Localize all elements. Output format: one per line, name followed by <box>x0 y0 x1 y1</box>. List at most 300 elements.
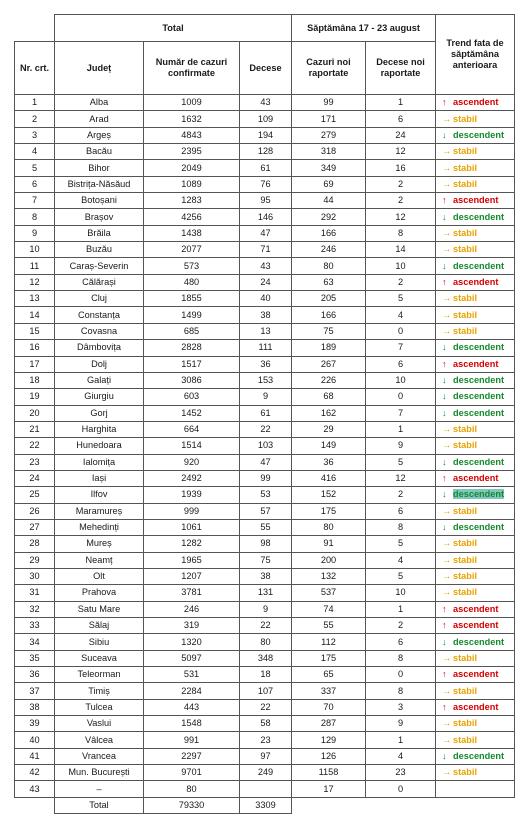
arrow-down-icon: ↓ <box>442 391 447 402</box>
cell-cases: 1548 <box>144 716 240 732</box>
total-deaths: 3309 <box>240 797 292 813</box>
cell-new-cases: 126 <box>292 748 366 764</box>
cell-new-cases: 205 <box>292 291 366 307</box>
cell-trend <box>436 699 515 715</box>
cell-cases: 573 <box>144 258 240 274</box>
trend-label: descendent <box>453 407 505 418</box>
cell-new-cases: 80 <box>292 258 366 274</box>
trend-label: descendent <box>453 456 505 467</box>
cell-nr: 34 <box>15 634 55 650</box>
cell-new-deaths: 24 <box>366 127 436 143</box>
cell-deaths: 107 <box>240 683 292 699</box>
cell-deaths: 249 <box>240 765 292 781</box>
cell-new-cases: 287 <box>292 716 366 732</box>
cell-cases: 1061 <box>144 519 240 535</box>
cell-deaths: 128 <box>240 144 292 160</box>
cell-new-deaths: 8 <box>366 519 436 535</box>
cell-new-deaths: 2 <box>366 193 436 209</box>
cell-judet: Timiș <box>55 683 144 699</box>
cell-cases: 664 <box>144 421 240 437</box>
cell-nr: 40 <box>15 732 55 748</box>
cell-nr: 30 <box>15 568 55 584</box>
cell-cases: 2395 <box>144 144 240 160</box>
cell-new-deaths: 23 <box>366 765 436 781</box>
cell-cases: 2077 <box>144 242 240 258</box>
table-row <box>15 732 515 748</box>
cell-deaths: 18 <box>240 667 292 683</box>
cell-nr: 16 <box>15 340 55 356</box>
cell-trend <box>436 111 515 127</box>
cell-judet: Harghita <box>55 421 144 437</box>
cell-judet: Brăila <box>55 225 144 241</box>
cell-trend <box>436 683 515 699</box>
cell-cases: 4843 <box>144 127 240 143</box>
cell-judet: Ialomița <box>55 454 144 470</box>
table-row <box>15 405 515 421</box>
col-header-trend: Trend fata de săptămâna anterioara <box>436 15 515 95</box>
cell-trend <box>436 340 515 356</box>
arrow-up-icon: ↑ <box>442 276 447 287</box>
trend-label: descendent <box>453 391 505 402</box>
cell-new-deaths: 6 <box>366 634 436 650</box>
cell-deaths: 109 <box>240 111 292 127</box>
col-header-judet: Județ <box>55 42 144 95</box>
arrow-down-icon: ↓ <box>442 456 447 467</box>
cell-nr: 1 <box>15 95 55 111</box>
cell-new-deaths: 5 <box>366 536 436 552</box>
table-row <box>15 274 515 290</box>
table-row <box>15 699 515 715</box>
cell-new-cases: 65 <box>292 667 366 683</box>
cell-nr: 10 <box>15 242 55 258</box>
cell-new-cases: 132 <box>292 568 366 584</box>
cell-cases: 1282 <box>144 536 240 552</box>
cell-judet: Bistrița-Năsăud <box>55 176 144 192</box>
cell-deaths <box>240 781 292 797</box>
cell-judet: Sibiu <box>55 634 144 650</box>
cell-cases: 3086 <box>144 372 240 388</box>
col-header-new-deaths: Decese noi raportate <box>366 42 436 95</box>
cell-nr: 14 <box>15 307 55 323</box>
cell-nr: 5 <box>15 160 55 176</box>
cell-nr: 23 <box>15 454 55 470</box>
trend-label: stabil <box>453 571 477 582</box>
cell-trend <box>436 585 515 601</box>
cell-new-cases: 99 <box>292 95 366 111</box>
table-row <box>15 193 515 209</box>
table-row <box>15 438 515 454</box>
table-row <box>15 95 515 111</box>
cell-deaths: 36 <box>240 356 292 372</box>
cell-nr: 38 <box>15 699 55 715</box>
cell-judet: Constanța <box>55 307 144 323</box>
cell-trend <box>436 421 515 437</box>
empty-cell <box>366 797 436 813</box>
table-row <box>15 307 515 323</box>
cell-new-cases: 152 <box>292 487 366 503</box>
cell-judet: Tulcea <box>55 699 144 715</box>
cell-new-cases: 70 <box>292 699 366 715</box>
cell-new-deaths: 2 <box>366 274 436 290</box>
cell-cases: 3781 <box>144 585 240 601</box>
cell-trend <box>436 242 515 258</box>
arrow-right-icon: → <box>442 505 452 516</box>
arrow-up-icon: ↑ <box>442 620 447 631</box>
cell-new-cases: 279 <box>292 127 366 143</box>
cell-nr: 29 <box>15 552 55 568</box>
cell-cases: 1632 <box>144 111 240 127</box>
cell-new-cases: 166 <box>292 225 366 241</box>
arrow-up-icon: ↑ <box>442 97 447 108</box>
arrow-down-icon: ↓ <box>442 342 447 353</box>
cell-nr: 24 <box>15 470 55 486</box>
trend-label: stabil <box>453 146 477 157</box>
cell-cases: 5097 <box>144 650 240 666</box>
cell-new-cases: 68 <box>292 389 366 405</box>
table-row <box>15 536 515 552</box>
cell-new-cases: 44 <box>292 193 366 209</box>
cell-nr: 8 <box>15 209 55 225</box>
cell-deaths: 153 <box>240 372 292 388</box>
cell-deaths: 43 <box>240 258 292 274</box>
cell-new-deaths: 6 <box>366 356 436 372</box>
table-row <box>15 667 515 683</box>
cell-trend <box>436 176 515 192</box>
table-row <box>15 650 515 666</box>
table-row <box>15 748 515 764</box>
cell-deaths: 76 <box>240 176 292 192</box>
cell-deaths: 22 <box>240 421 292 437</box>
cell-cases: 4256 <box>144 209 240 225</box>
cell-new-deaths: 9 <box>366 438 436 454</box>
col-header-nr: Nr. crt. <box>15 42 55 95</box>
cell-nr: 3 <box>15 127 55 143</box>
trend-label: stabil <box>453 718 477 729</box>
cell-new-deaths: 10 <box>366 585 436 601</box>
table-row <box>15 618 515 634</box>
cell-nr: 26 <box>15 503 55 519</box>
cell-deaths: 47 <box>240 454 292 470</box>
table-row <box>15 340 515 356</box>
table-row <box>15 209 515 225</box>
cell-trend <box>436 503 515 519</box>
cell-new-deaths: 5 <box>366 291 436 307</box>
arrow-right-icon: → <box>442 652 452 663</box>
cell-nr: 7 <box>15 193 55 209</box>
col-header-deaths: Decese <box>240 42 292 95</box>
trend-label: ascendent <box>453 358 499 369</box>
cell-trend <box>436 618 515 634</box>
cell-new-deaths: 4 <box>366 748 436 764</box>
cell-nr: 31 <box>15 585 55 601</box>
trend-label: stabil <box>453 767 477 778</box>
cell-nr: 39 <box>15 716 55 732</box>
cell-judet: Brașov <box>55 209 144 225</box>
arrow-right-icon: → <box>442 424 452 435</box>
cell-trend <box>436 193 515 209</box>
table-row <box>15 634 515 650</box>
cell-deaths: 43 <box>240 95 292 111</box>
table-row <box>15 389 515 405</box>
trend-label: ascendent <box>453 701 499 712</box>
cell-new-deaths: 2 <box>366 176 436 192</box>
trend-label: descendent <box>453 750 505 761</box>
cell-nr: 28 <box>15 536 55 552</box>
arrow-down-icon: ↓ <box>442 260 447 271</box>
table-row <box>15 372 515 388</box>
cell-nr: 43 <box>15 781 55 797</box>
cell-nr: 4 <box>15 144 55 160</box>
cell-cases: 531 <box>144 667 240 683</box>
cell-new-deaths: 10 <box>366 258 436 274</box>
cell-nr: 37 <box>15 683 55 699</box>
cell-cases: 685 <box>144 323 240 339</box>
cell-cases: 2297 <box>144 748 240 764</box>
cell-trend <box>436 781 515 797</box>
cell-trend <box>436 716 515 732</box>
arrow-right-icon: → <box>442 587 452 598</box>
cell-new-deaths: 4 <box>366 307 436 323</box>
cell-judet: Caraș-Severin <box>55 258 144 274</box>
cell-nr: 33 <box>15 618 55 634</box>
cell-trend <box>436 487 515 503</box>
cell-nr: 13 <box>15 291 55 307</box>
arrow-up-icon: ↑ <box>442 358 447 369</box>
arrow-down-icon: ↓ <box>442 375 447 386</box>
cell-deaths: 75 <box>240 552 292 568</box>
trend-label: descendent <box>453 636 505 647</box>
cell-new-deaths: 0 <box>366 667 436 683</box>
arrow-right-icon: → <box>442 571 452 582</box>
cell-trend <box>436 258 515 274</box>
arrow-right-icon: → <box>442 227 452 238</box>
cell-new-deaths: 6 <box>366 111 436 127</box>
cell-cases: 2828 <box>144 340 240 356</box>
cell-cases: 319 <box>144 618 240 634</box>
cell-new-deaths: 0 <box>366 323 436 339</box>
cell-trend <box>436 389 515 405</box>
cell-judet: Galați <box>55 372 144 388</box>
table-row <box>15 470 515 486</box>
cell-new-deaths: 2 <box>366 487 436 503</box>
cell-deaths: 348 <box>240 650 292 666</box>
cell-new-deaths: 7 <box>366 405 436 421</box>
cell-new-cases: 36 <box>292 454 366 470</box>
cell-nr: 20 <box>15 405 55 421</box>
cell-new-cases: 537 <box>292 585 366 601</box>
cell-deaths: 22 <box>240 699 292 715</box>
trend-label: stabil <box>453 587 477 598</box>
cell-new-cases: 175 <box>292 503 366 519</box>
cell-trend <box>436 650 515 666</box>
cell-cases: 1283 <box>144 193 240 209</box>
cell-new-deaths: 5 <box>366 568 436 584</box>
table-row <box>15 127 515 143</box>
cell-judet: Argeș <box>55 127 144 143</box>
cell-trend <box>436 536 515 552</box>
trend-label: stabil <box>453 244 477 255</box>
arrow-right-icon: → <box>442 309 452 320</box>
cell-nr: 27 <box>15 519 55 535</box>
cell-trend <box>436 601 515 617</box>
cell-cases: 1517 <box>144 356 240 372</box>
cell-trend <box>436 568 515 584</box>
cell-new-cases: 1158 <box>292 765 366 781</box>
arrow-down-icon: ↓ <box>442 522 447 533</box>
cell-nr: 15 <box>15 323 55 339</box>
cell-cases: 1855 <box>144 291 240 307</box>
cell-new-cases: 337 <box>292 683 366 699</box>
cell-new-deaths: 0 <box>366 781 436 797</box>
cell-judet: Mun. București <box>55 765 144 781</box>
trend-label: ascendent <box>453 276 499 287</box>
empty-cell <box>292 797 366 813</box>
cell-new-deaths: 10 <box>366 372 436 388</box>
cell-judet: Olt <box>55 568 144 584</box>
table-row <box>15 258 515 274</box>
arrow-right-icon: → <box>442 538 452 549</box>
cell-cases: 1207 <box>144 568 240 584</box>
cell-new-cases: 171 <box>292 111 366 127</box>
cell-trend <box>436 95 515 111</box>
cell-judet: Mehedinți <box>55 519 144 535</box>
cell-judet: Hunedoara <box>55 438 144 454</box>
cell-new-cases: 246 <box>292 242 366 258</box>
arrow-up-icon: ↑ <box>442 603 447 614</box>
cell-trend <box>436 748 515 764</box>
cell-cases: 1965 <box>144 552 240 568</box>
cell-nr: 21 <box>15 421 55 437</box>
trend-label: ascendent <box>453 97 499 108</box>
cell-trend <box>436 438 515 454</box>
arrow-down-icon: ↓ <box>442 489 447 500</box>
cell-deaths: 58 <box>240 716 292 732</box>
cell-new-deaths: 12 <box>366 144 436 160</box>
cell-judet: Prahova <box>55 585 144 601</box>
cell-deaths: 57 <box>240 503 292 519</box>
cell-new-cases: 55 <box>292 618 366 634</box>
arrow-right-icon: → <box>442 718 452 729</box>
cell-deaths: 131 <box>240 585 292 601</box>
cell-nr: 9 <box>15 225 55 241</box>
cell-new-deaths: 8 <box>366 225 436 241</box>
cell-trend <box>436 307 515 323</box>
cell-deaths: 97 <box>240 748 292 764</box>
cell-new-deaths: 3 <box>366 699 436 715</box>
cell-new-cases: 349 <box>292 160 366 176</box>
cell-new-deaths: 1 <box>366 732 436 748</box>
cell-trend <box>436 470 515 486</box>
cell-deaths: 61 <box>240 405 292 421</box>
arrow-right-icon: → <box>442 178 452 189</box>
cell-judet: Suceava <box>55 650 144 666</box>
cell-deaths: 99 <box>240 470 292 486</box>
empty-corner <box>15 15 55 42</box>
table-row <box>15 291 515 307</box>
total-cases: 79330 <box>144 797 240 813</box>
cell-trend <box>436 372 515 388</box>
trend-label: stabil <box>453 440 477 451</box>
table-row <box>15 552 515 568</box>
table-row <box>15 111 515 127</box>
trend-label: stabil <box>453 293 477 304</box>
trend-label: stabil <box>453 309 477 320</box>
cell-new-cases: 292 <box>292 209 366 225</box>
cell-deaths: 55 <box>240 519 292 535</box>
cell-nr: 18 <box>15 372 55 388</box>
cell-new-deaths: 12 <box>366 209 436 225</box>
cell-deaths: 103 <box>240 438 292 454</box>
trend-label: stabil <box>453 538 477 549</box>
cell-new-cases: 267 <box>292 356 366 372</box>
cell-new-deaths: 9 <box>366 716 436 732</box>
cell-judet: Vâlcea <box>55 732 144 748</box>
arrow-right-icon: → <box>442 244 452 255</box>
cell-nr: 2 <box>15 111 55 127</box>
cell-deaths: 146 <box>240 209 292 225</box>
cell-cases: 2492 <box>144 470 240 486</box>
cell-judet: Buzău <box>55 242 144 258</box>
arrow-right-icon: → <box>442 685 452 696</box>
cell-new-deaths: 12 <box>366 470 436 486</box>
cell-cases: 1514 <box>144 438 240 454</box>
trend-label: stabil <box>453 505 477 516</box>
cell-new-deaths: 6 <box>366 503 436 519</box>
arrow-right-icon: → <box>442 554 452 565</box>
cell-cases: 1452 <box>144 405 240 421</box>
table-row <box>15 487 515 503</box>
cell-cases: 1089 <box>144 176 240 192</box>
trend-label: ascendent <box>453 603 499 614</box>
arrow-down-icon: ↓ <box>442 407 447 418</box>
cell-cases: 920 <box>144 454 240 470</box>
cell-cases: 999 <box>144 503 240 519</box>
cell-cases: 603 <box>144 389 240 405</box>
cell-trend <box>436 225 515 241</box>
table-row <box>15 781 515 797</box>
cell-cases: 2049 <box>144 160 240 176</box>
cell-judet: Botoșani <box>55 193 144 209</box>
cell-new-cases: 112 <box>292 634 366 650</box>
trend-label: stabil <box>453 162 477 173</box>
trend-label: descendent <box>453 489 505 500</box>
cell-trend <box>436 667 515 683</box>
cell-nr: 6 <box>15 176 55 192</box>
cell-judet: Vrancea <box>55 748 144 764</box>
cell-new-deaths: 16 <box>366 160 436 176</box>
cell-judet: Iași <box>55 470 144 486</box>
cell-deaths: 194 <box>240 127 292 143</box>
cell-new-cases: 189 <box>292 340 366 356</box>
cell-trend <box>436 634 515 650</box>
cell-nr: 41 <box>15 748 55 764</box>
arrow-up-icon: ↑ <box>442 195 447 206</box>
cell-judet: – <box>55 781 144 797</box>
cell-new-cases: 80 <box>292 519 366 535</box>
table-row <box>15 716 515 732</box>
trend-label: stabil <box>453 652 477 663</box>
table-row <box>15 765 515 781</box>
cell-cases: 246 <box>144 601 240 617</box>
cell-cases: 2284 <box>144 683 240 699</box>
cell-nr: 32 <box>15 601 55 617</box>
cell-trend <box>436 209 515 225</box>
cell-new-deaths: 0 <box>366 389 436 405</box>
table-row <box>15 242 515 258</box>
trend-label: descendent <box>453 375 505 386</box>
trend-label: descendent <box>453 211 505 222</box>
cell-nr: 35 <box>15 650 55 666</box>
